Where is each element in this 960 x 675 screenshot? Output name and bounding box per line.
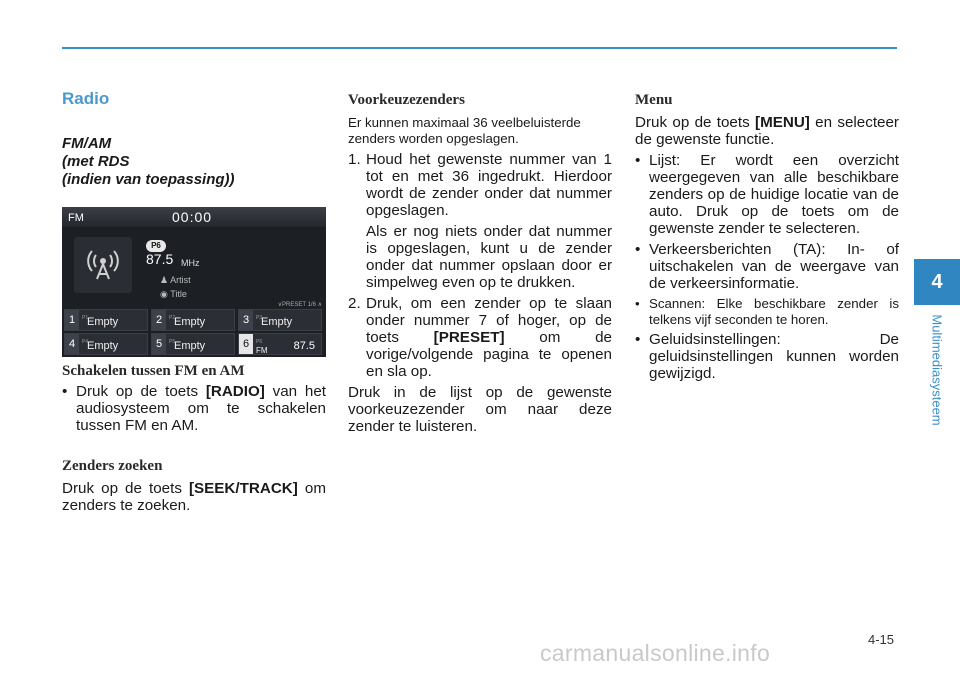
list-item (348, 151, 612, 291)
list-item: • Scannen: Elke beschikbare zender is telkens vijf seconden te horen. (635, 296, 899, 327)
person-icon: ♟ (160, 275, 169, 285)
screen-clock: 00:00 (172, 209, 213, 225)
text: Druk op de toets (62, 480, 189, 497)
text: om zenders te zoeken. (62, 480, 326, 514)
preset-tag: P5 (169, 339, 176, 345)
preset-button-2[interactable] (151, 309, 235, 331)
subheading-line-2: (met RDS (62, 153, 130, 170)
radio-antenna-icon (74, 237, 132, 293)
presets-steps (348, 151, 612, 380)
seek-paragraph (62, 480, 326, 514)
preset-button-6[interactable] (238, 333, 322, 355)
text: Scannen: Elke beschikbare zender is telkens vijf seconden te horen. (649, 296, 899, 327)
preset-number: 5 (152, 334, 166, 354)
chapter-title: Multimediasysteem (929, 314, 945, 426)
preset-button-4[interactable] (64, 333, 148, 355)
text: Verkeersberichten (TA): In- of uitschakelen van de weergave van de verkeersinformatie. (649, 241, 899, 292)
column-left (62, 88, 326, 514)
key-menu: [MENU] (755, 114, 810, 131)
step-text: Druk, om een zender op te slaan onder nummer 7 of hoger, op de toets (366, 295, 612, 346)
preset-tag: P2 (169, 315, 176, 321)
title-text: Title (170, 289, 187, 299)
step-number: 2. (348, 295, 361, 312)
list-item: • Geluidsinstellingen: De geluidsinstellingen kunnen worden gewijzigd. (635, 331, 899, 382)
preset-frequency: 87.5 (293, 340, 315, 352)
text: Geluidsinstellingen: De geluidsinstellingen kunnen worden gewijzigd. (649, 331, 899, 382)
preset-label: FM (256, 346, 268, 355)
switch-band-list (62, 383, 326, 434)
list-item: • Verkeersberichten (TA): In- of uitschakelen van de weergave van de verkeersinformatie. (635, 241, 899, 292)
step-note: Als er nog niets onder dat nummer is opgeslagen, kunt u de zender onder dat nummer opslaan door er simpelweg even op te drukken. (366, 223, 612, 291)
menu-list (635, 152, 899, 382)
presets-intro: Er kunnen maximaal 36 veelbeluisterde zenders worden opgeslagen. (348, 115, 581, 146)
page-number: 4-15 (868, 632, 895, 647)
preset-label: Empty (87, 340, 119, 352)
text: en selecteer de gewenste functie. (635, 114, 899, 148)
preset-label: Empty (87, 316, 119, 328)
preset-button-1[interactable] (64, 309, 148, 331)
preset-tag: P6 (256, 339, 263, 345)
text: Druk op de toets (635, 114, 756, 131)
list-item: • Druk op de toets [RADIO] van het audiosysteem om te schakelen tussen FM en AM. (62, 383, 326, 434)
preset-label: Empty (174, 340, 206, 352)
preset-page-indicator: ∨PRESET 1/6 ∧ (277, 302, 322, 308)
disc-icon: ◉ (160, 289, 168, 299)
text: Lijst: Er wordt een overzicht weergegeven van alle beschikbare zenders op de huidige locatie van de auto. Druk op de toets om de gewenste zender te selecteren. (649, 152, 899, 237)
key-radio: [RADIO] (205, 383, 265, 400)
menu-intro (635, 114, 899, 148)
list-item (348, 295, 612, 380)
preset-grid (64, 307, 324, 355)
preset-label: Empty (174, 316, 206, 328)
preset-button-5[interactable] (151, 333, 235, 355)
key-preset: [PRESET] (433, 329, 505, 346)
radio-screen-image (62, 207, 326, 357)
preset-number: 1 (65, 310, 79, 330)
preset-tag: P1 (82, 315, 89, 321)
watermark: carmanualsonline.info (540, 640, 771, 666)
preset-tag: P4 (82, 339, 89, 345)
step-text: om de vorige/volgende pagina te openen en sla op. (366, 329, 612, 380)
text: Druk op de toets (76, 383, 206, 400)
subheading-line-1: FM/AM (62, 135, 112, 152)
preset-number: 3 (239, 310, 253, 330)
subheading-line-3: (indien van toepassing)) (62, 171, 235, 188)
column-right (635, 88, 899, 386)
heading-menu: Menu (635, 92, 673, 108)
preset-number: 6 (239, 334, 253, 354)
chapter-tab: 4 (914, 259, 960, 305)
preset-number: 2 (152, 310, 166, 330)
key-seek-track: [SEEK/TRACK] (188, 480, 298, 497)
heading-seek: Zenders zoeken (62, 458, 163, 474)
heading-presets: Voorkeuzezenders (348, 92, 465, 108)
preset-badge: P6 (146, 240, 166, 252)
frequency-readout: 87.5 (146, 251, 174, 267)
top-rule (62, 47, 897, 49)
preset-label: Empty (261, 316, 293, 328)
artist-text: Artist (170, 275, 191, 285)
list-item: • Lijst: Er wordt een overzicht weergegeven van alle beschikbare zenders op de huidige locatie van de auto. Druk op de toets om de gewenste zender te selecteren. (635, 152, 899, 237)
subheading-fmam (62, 135, 326, 189)
step-text: Houd het gewenste nummer van 1 tot en met 36 ingedrukt. Hierdoor wordt de zender onder dat nummer opgeslagen. (366, 151, 612, 219)
heading-switch-band: Schakelen tussen FM en AM (62, 363, 245, 379)
presets-outro: Druk in de lijst op de gewenste voorkeuzezender om naar deze zender te luisteren. (348, 384, 612, 435)
section-heading-radio: Radio (62, 89, 110, 108)
preset-number: 4 (65, 334, 79, 354)
preset-tag: P3 (256, 315, 263, 321)
column-middle (348, 88, 612, 435)
title-label (160, 286, 187, 303)
text: van het audiosysteem om te schakelen tussen FM en AM. (76, 383, 326, 434)
frequency-unit: MHz (181, 258, 200, 268)
preset-button-3[interactable] (238, 309, 322, 331)
screen-band: FM (68, 212, 84, 224)
step-number: 1. (348, 151, 361, 168)
